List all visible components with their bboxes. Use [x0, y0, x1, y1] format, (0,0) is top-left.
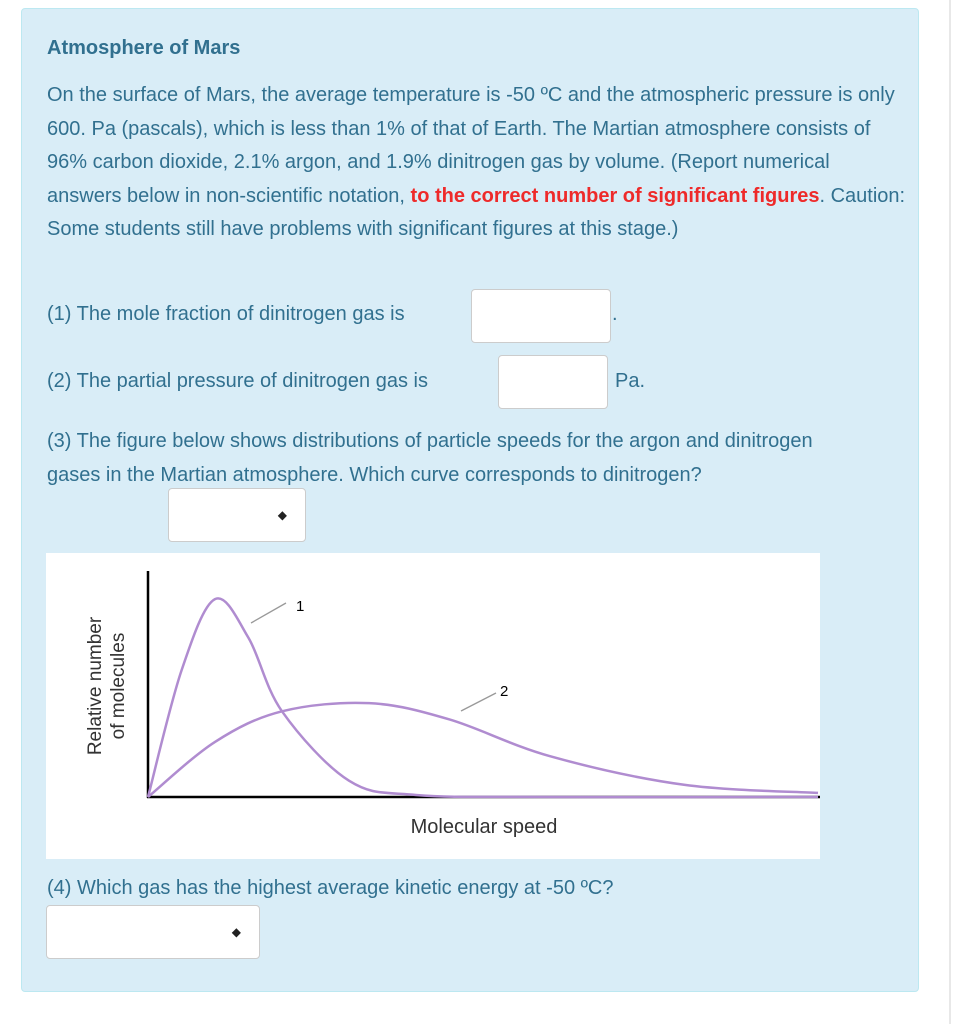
q2-unit: Pa. [615, 370, 646, 392]
curve-2 [148, 703, 818, 797]
chart-svg [46, 553, 820, 859]
select-arrows-icon: ◆ [231, 925, 241, 939]
q2-label: (2) The partial pressure of dinitrogen gas is [47, 370, 428, 392]
plot-axes [147, 571, 820, 798]
intro-text-2: . Caution: Some students still have problems with significant figures at this stage.) [47, 184, 906, 240]
speed-distribution-chart [46, 553, 820, 859]
page-scroll-edge [949, 0, 951, 1024]
problem-intro [47, 79, 907, 247]
y-axis-label-line-1: Relative number [85, 616, 106, 756]
problem-panel [21, 8, 919, 992]
problem-title: Atmosphere of Mars [47, 37, 241, 59]
curve-1-label: 1 [296, 598, 305, 615]
q4-label: (4) Which gas has the highest average kinetic energy at -50 ºC? [47, 877, 614, 899]
curve-1 [148, 598, 818, 797]
y-axis-label-line-2: of molecules [108, 632, 129, 740]
x-axis-label: Molecular speed [410, 816, 558, 838]
q1-label: (1) The mole fraction of dinitrogen gas is [47, 303, 405, 325]
q1-suffix: . [612, 303, 618, 325]
curve-1-leader [251, 603, 286, 623]
intro-text-1: On the surface of Mars, the average temperature is -50 ºC and the atmospheric pressure is only 600. Pa (pascals), which is less than 1% of that of Earth. The Martian atmosphere consists of 96% carbon dioxide, 2.1% argon, and 1.9% dinitrogen gas by volume. (Report numerical answers below in non-scientific notation, [47, 84, 895, 207]
q3-curve-select[interactable] [168, 488, 306, 542]
select-arrows-icon: ◆ [277, 508, 287, 522]
q4-gas-select[interactable] [46, 905, 260, 959]
sig-fig-emphasis: to the correct number of significant figures [410, 184, 820, 207]
q1-mole-fraction-input[interactable] [471, 289, 611, 343]
q2-partial-pressure-input[interactable] [498, 355, 608, 409]
curve-2-leader [461, 693, 496, 711]
q3-label: (3) The figure below shows distributions of particle speeds for the argon and dinitrogen gases in the Martian atmosphere. Which curve corresponds to dinitrogen? [47, 430, 813, 486]
curve-2-label: 2 [500, 683, 509, 700]
